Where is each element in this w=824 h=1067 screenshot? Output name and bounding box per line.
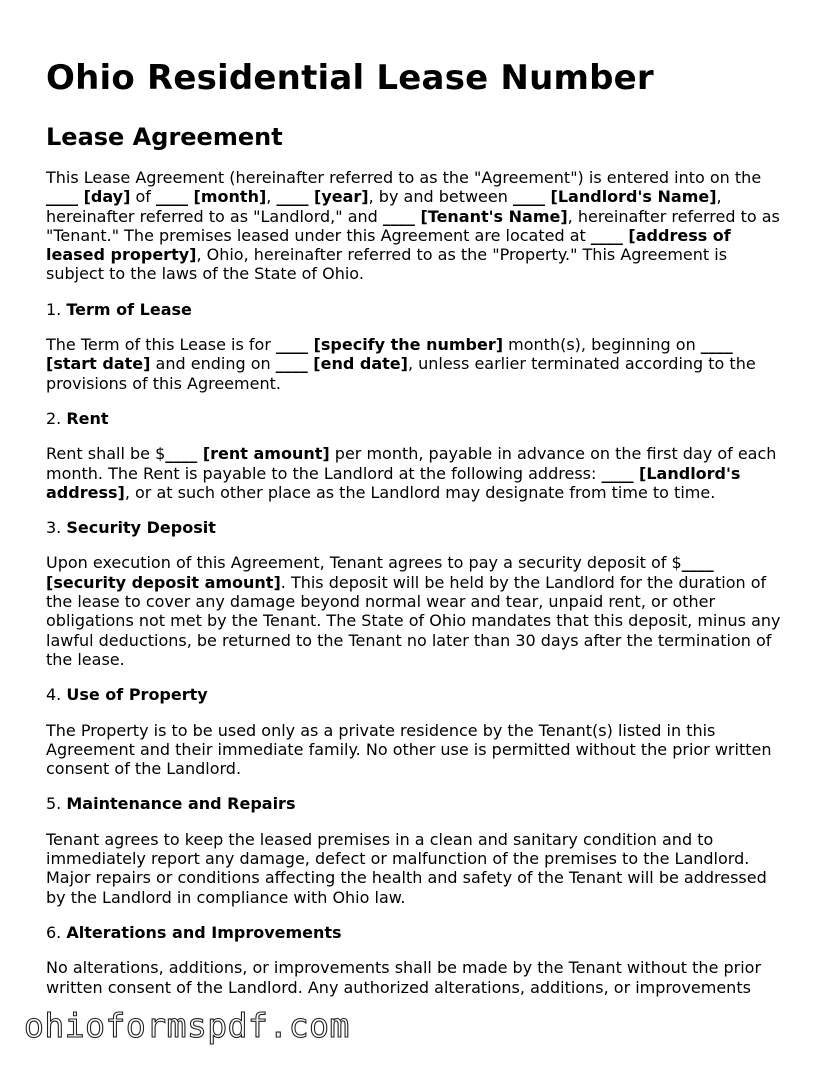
document-subtitle: Lease Agreement: [46, 123, 283, 151]
section-heading-maintenance: [46, 794, 786, 813]
tenant-name-blank: ____ [Tenant's Name]: [382, 206, 568, 226]
section-heading-use-of-property: [46, 685, 786, 704]
section-number: 6.: [46, 922, 67, 942]
lease-months-blank: ____ [specify the number]: [276, 335, 504, 355]
start-date-blank: ____ [start date]: [46, 335, 733, 374]
section-title: Security Deposit: [66, 518, 216, 538]
section-number: 1.: [46, 299, 67, 319]
section-text: per month, payable in advance on the first day of each month. The Rent is payable to the Landlord at the following address:: [46, 444, 777, 483]
section-body-use-of-property: The Property is to be used only as a private residence by the Tenant(s) listed in this Agreement and their immediate family. No other use is permitted without the prior written consent of the Landlord.: [46, 720, 772, 779]
intro-text: ,: [266, 187, 277, 207]
section-number: 2.: [46, 408, 67, 428]
section-title: Maintenance and Repairs: [66, 794, 296, 814]
section-text: The Term of this Lease is for: [46, 335, 276, 355]
section-heading-rent: [46, 409, 786, 428]
intro-paragraph: [46, 168, 786, 284]
section-text: month(s), beginning on: [503, 335, 701, 355]
section-number: 5.: [46, 794, 67, 814]
year-blank: ____ [year]: [276, 187, 369, 207]
rent-amount-blank: ____ [rent amount]: [165, 444, 330, 464]
section-number: 4.: [46, 685, 67, 705]
section-title: Term of Lease: [66, 299, 192, 319]
section-body-maintenance: Tenant agrees to keep the leased premises in a clean and sanitary condition and to immediately report any damage, defect or malfunction of the premises to the Landlord. Major repairs or conditions affecting the health and safety of the Tenant will be addressed by the Landlord in compliance with Ohio law.: [46, 829, 767, 907]
landlord-address-blank: ____ [Landlord's address]: [46, 463, 741, 502]
property-address-blank: ____ [address of leased property]: [46, 225, 731, 265]
section-heading-alterations: [46, 923, 786, 942]
section-text: , or at such other place as the Landlord may designate from time to time.: [124, 482, 716, 502]
section-number: 3.: [46, 518, 67, 538]
section-body-term: [46, 335, 786, 393]
intro-text: , hereinafter referred to as "Tenant." The premises leased under this Agreement are located at: [46, 206, 780, 245]
day-blank: ____ [day]: [46, 187, 131, 207]
intro-text: , hereinafter referred to as "Landlord," and: [46, 187, 722, 226]
security-deposit-blank: ____ [security deposit amount]: [46, 553, 714, 592]
section-body-security-deposit: [46, 553, 786, 669]
section-text: Upon execution of this Agreement, Tenant agrees to pay a security deposit of $: [46, 553, 682, 573]
page-title: Ohio Residential Lease Number: [46, 58, 654, 98]
month-blank: ____ [month]: [155, 187, 267, 207]
section-text: . This deposit will be held by the Landlord for the duration of the lease to cover any damage beyond normal wear and tear, unpaid rent, or other obligations not met by the Tenant. The State of Ohio mandates that this deposit, minus any lawful deductions, be returned to the Tenant no later than 30 days after the termination of the lease.: [46, 572, 781, 669]
document-page: [46, 58, 786, 997]
section-body-alterations: No alterations, additions, or improvements shall be made by the Tenant without the prior written consent of the Landlord. Any authorized alterations, additions, or improvements: [46, 958, 762, 997]
section-title: Use of Property: [66, 685, 208, 705]
section-title: Rent: [66, 408, 109, 428]
intro-text: , Ohio, hereinafter referred to as the "Property." This Agreement is subject to the laws of the State of Ohio.: [46, 245, 728, 284]
section-heading-security-deposit: [46, 518, 786, 537]
intro-text: This Lease Agreement (hereinafter referred to as the "Agreement") is entered into on the: [46, 168, 762, 187]
end-date-blank: ____ [end date]: [275, 354, 408, 374]
section-title: Alterations and Improvements: [66, 922, 342, 942]
section-heading-term: [46, 300, 786, 319]
intro-text: , by and between: [368, 187, 513, 207]
section-text: and ending on: [150, 354, 276, 374]
watermark: ohioformspdf.com: [24, 1006, 350, 1045]
landlord-name-blank: ____ [Landlord's Name]: [512, 187, 717, 207]
section-body-rent: [46, 444, 786, 502]
section-text: Rent shall be $: [46, 444, 166, 464]
section-text: , unless earlier terminated according to the provisions of this Agreement.: [46, 354, 756, 393]
intro-text: of: [130, 187, 156, 207]
